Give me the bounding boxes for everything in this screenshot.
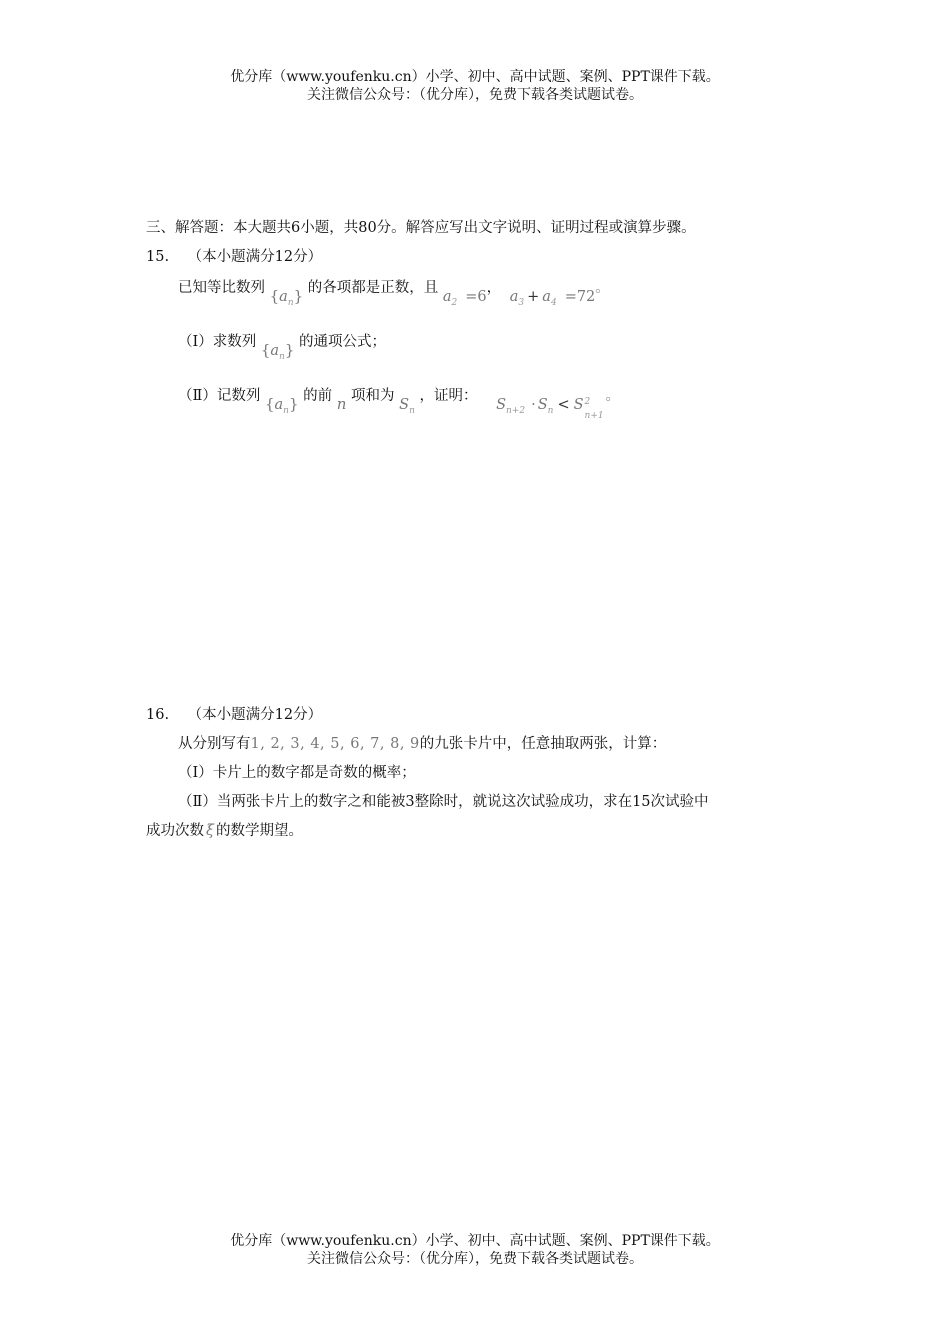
- q16-part1: （Ⅰ）卡片上的数字都是奇数的概率；: [178, 765, 416, 781]
- q15-number: 15.: [146, 249, 170, 265]
- q16-stem: [178, 732, 666, 753]
- q16-digits: 1, 2, 3, 4, 5, 6, 7, 8, 9: [250, 736, 420, 752]
- q16-points: （本小题满分12分）: [187, 707, 323, 723]
- q15-part2-seq: $\{a_n\}$: [264, 395, 299, 416]
- q15-part2-text-c: ，证明：: [419, 388, 478, 404]
- q15-part2-end: 。: [605, 388, 621, 404]
- q16-stem-text-a: 从分别写有: [178, 736, 251, 752]
- page-footer: [0, 1232, 950, 1268]
- header-line-1: 优分库（www.youfenku.cn）小学、初中、高中试题、案例、PPT课件下载。: [230, 69, 720, 85]
- q15-condition-a2: $a_2 =6$: [442, 289, 487, 308]
- header-line-2: 关注微信公众号：（优分库），免费下载各类试题试卷。: [307, 87, 643, 103]
- q15-part2-label: （Ⅱ）记数列: [178, 388, 261, 404]
- q15-stem: 已知等比数列 $\{a_n\}$ 的各项都是正数，且 $a_2 =6$， $a_3 + a_4 =72$。: [178, 280, 610, 308]
- footer-line-1: 优分库（www.youfenku.cn）小学、初中、高中试题、案例、PPT课件下载。: [230, 1233, 720, 1249]
- q15-part2-Sn: $S_n$: [399, 397, 415, 416]
- q15-part1-seq: $\{a_n\}$: [260, 341, 295, 362]
- q15-stem-text-b: 的各项都是正数，且: [307, 280, 439, 296]
- q15-part2-text-b: 项和为: [351, 388, 395, 404]
- q15-part1: [178, 330, 386, 362]
- q15-stem-end: 。: [595, 280, 610, 296]
- q15-inequality: $S_{n+2} \cdot S_n < S$ 2 n+1: [496, 397, 604, 421]
- q16-part2-text-a: 成功次数: [146, 823, 204, 839]
- q15-heading: [146, 245, 322, 266]
- q16-part2-line2: [146, 819, 303, 840]
- q16-heading: [146, 703, 322, 724]
- q15-stem-text-a: 已知等比数列: [178, 280, 265, 296]
- q16-part2-text-b: 的数学期望。: [216, 823, 303, 839]
- q15-part1-text: 的通项公式；: [299, 334, 386, 350]
- q15-points: （本小题满分12分）: [187, 249, 323, 265]
- q15-part1-label: （Ⅰ）求数列: [178, 334, 257, 350]
- q15-part2-text-a: 的前: [303, 388, 333, 404]
- q15-seq-formula: $\{a_n\}$: [269, 287, 304, 308]
- q15-condition-sum: $a_3 + a_4 =72$: [509, 289, 596, 308]
- q16-part2-line1: （Ⅱ）当两张卡片上的数字之和能被3整除时，就说这次试验成功，求在15次试验中: [178, 794, 709, 810]
- footer-line-2: 关注微信公众号：（优分库），免费下载各类试题试卷。: [307, 1251, 643, 1267]
- q16-stem-text-b: 的九张卡片中，任意抽取两张，计算：: [419, 736, 667, 752]
- q16-number: 16.: [146, 707, 170, 723]
- q16-xi: ξ: [206, 823, 214, 839]
- page-header: [0, 68, 950, 104]
- section-title: 三、解答题：本大题共6小题，共80分。解答应写出文字说明、证明过程或演算步骤。: [146, 220, 696, 236]
- q15-part2-n: n: [336, 395, 347, 413]
- q15-part2: [178, 384, 621, 421]
